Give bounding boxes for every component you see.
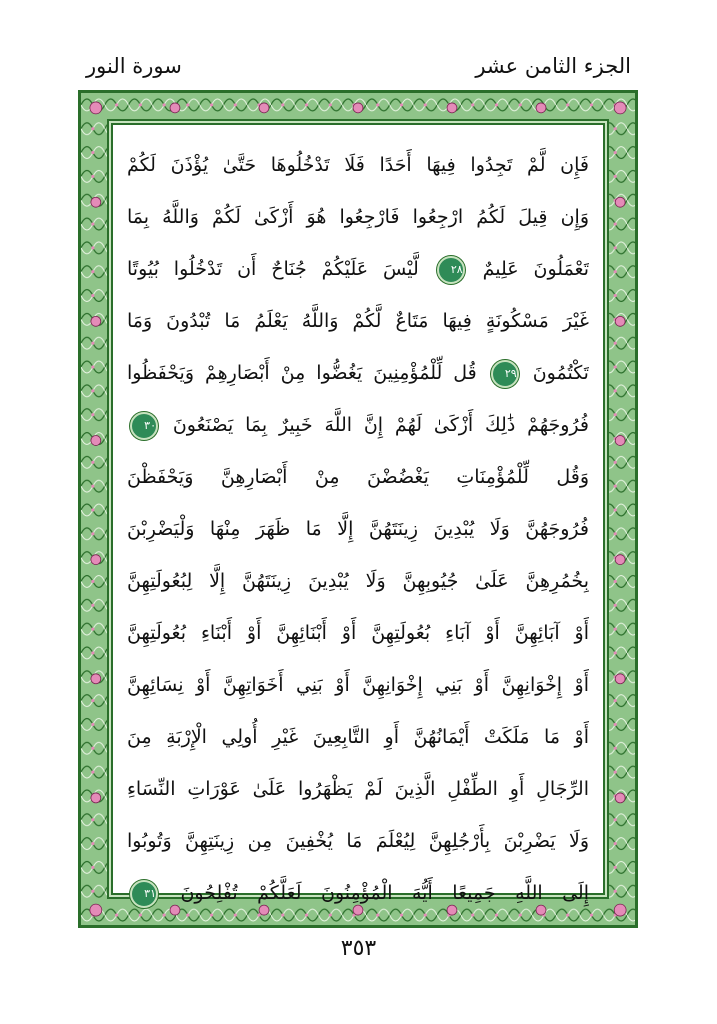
page-number: ٣٥٣ <box>340 936 377 961</box>
line-13 <box>127 763 589 815</box>
verse-text: غَيْرَ مَسْكُونَةٍ فِيهَا مَتَاعٌ لَّكُمْ وَاللَّهُ يَعْلَمُ مَا تُبْدُونَ وَمَا <box>127 310 589 332</box>
verse-text: الرِّجَالِ أَوِ الطِّفْلِ الَّذِينَ لَمْ يَظْهَرُوا عَلَىٰ عَوْرَاتِ النِّسَاءِ <box>127 778 589 800</box>
verse-text: فُرُوجَهُنَّ وَلَا يُبْدِينَ زِينَتَهُنَّ إِلَّا مَا ظَهَرَ مِنْهَا وَلْيَضْرِبْنَ <box>127 518 589 540</box>
ayah-marker: ٣١ <box>130 880 158 908</box>
line-9 <box>127 555 589 607</box>
line-11 <box>127 659 589 711</box>
verse-text: أَوْ مَا مَلَكَتْ أَيْمَانُهُنَّ أَوِ التَّابِعِينَ غَيْرِ أُولِي الْإِرْبَةِ مِنَ <box>127 726 589 748</box>
line-15 <box>127 867 589 919</box>
verse-text: وَلَا يَضْرِبْنَ بِأَرْجُلِهِنَّ لِيُعْلَمَ مَا يُخْفِينَ مِن زِينَتِهِنَّ وَتُوبُوا <box>127 830 589 852</box>
line-10 <box>127 607 589 659</box>
juz-name: الجزء الثامن عشر <box>475 54 631 78</box>
verse-text: قُل لِّلْمُؤْمِنِينَ يَغُضُّوا مِنْ أَبْصَارِهِمْ وَيَحْفَظُوا <box>127 362 477 384</box>
ayah-marker: ٣٠ <box>130 412 158 440</box>
verse-text: فُرُوجَهُمْ ذَٰلِكَ أَزْكَىٰ لَهُمْ إِنَّ اللَّهَ خَبِيرٌ بِمَا يَصْنَعُونَ <box>172 414 589 436</box>
line-4 <box>127 295 589 347</box>
verse-text: إِلَى اللَّهِ جَمِيعًا أَيُّهَ الْمُؤْمِنُونَ لَعَلَّكُمْ تُفْلِحُونَ <box>180 882 589 904</box>
line-3 <box>127 243 589 295</box>
ornamental-border <box>78 90 638 928</box>
verse-text: وَإِن قِيلَ لَكُمُ ارْجِعُوا فَارْجِعُوا هُوَ أَزْكَىٰ لَكُمْ وَاللَّهُ بِمَا <box>127 206 589 228</box>
line-2 <box>127 191 589 243</box>
line-14 <box>127 815 589 867</box>
line-12 <box>127 711 589 763</box>
ayah-marker: ٢٩ <box>491 360 519 388</box>
verse-text: بِخُمُرِهِنَّ عَلَىٰ جُيُوبِهِنَّ وَلَا يُبْدِينَ زِينَتَهُنَّ إِلَّا لِبُعُولَتِهِنَّ <box>127 570 589 592</box>
verse-text: أَوْ آبَائِهِنَّ أَوْ آبَاءِ بُعُولَتِهِنَّ أَوْ أَبْنَائِهِنَّ أَوْ أَبْنَاءِ بُعُولَتِهِنَّ <box>127 622 589 644</box>
line-7 <box>127 451 589 503</box>
line-5 <box>127 347 589 399</box>
verse-text: تَكْتُمُونَ <box>532 362 589 384</box>
line-8 <box>127 503 589 555</box>
line-1 <box>127 139 589 191</box>
ayah-marker: ٢٨ <box>437 256 465 284</box>
surah-name: سورة النور <box>86 54 182 78</box>
verse-text: تَعْمَلُونَ عَلِيمٌ <box>482 258 589 280</box>
line-6 <box>127 399 589 451</box>
verse-text: وَقُل لِّلْمُؤْمِنَاتِ يَغْضُضْنَ مِنْ أَبْصَارِهِنَّ وَيَحْفَظْنَ <box>127 466 589 488</box>
text-panel <box>111 123 605 904</box>
verse-text: أَوْ إِخْوَانِهِنَّ أَوْ بَنِي إِخْوَانِهِنَّ أَوْ بَنِي أَخَوَاتِهِنَّ أَوْ نِسَائِهِنَّ <box>127 674 589 696</box>
verse-text: لَّيْسَ عَلَيْكُمْ جُنَاحٌ أَن تَدْخُلُوا بُيُوتًا <box>127 258 419 280</box>
verse-text: فَإِن لَّمْ تَجِدُوا فِيهَا أَحَدًا فَلَا تَدْخُلُوهَا حَتَّىٰ يُؤْذَنَ لَكُمْ <box>127 154 589 176</box>
